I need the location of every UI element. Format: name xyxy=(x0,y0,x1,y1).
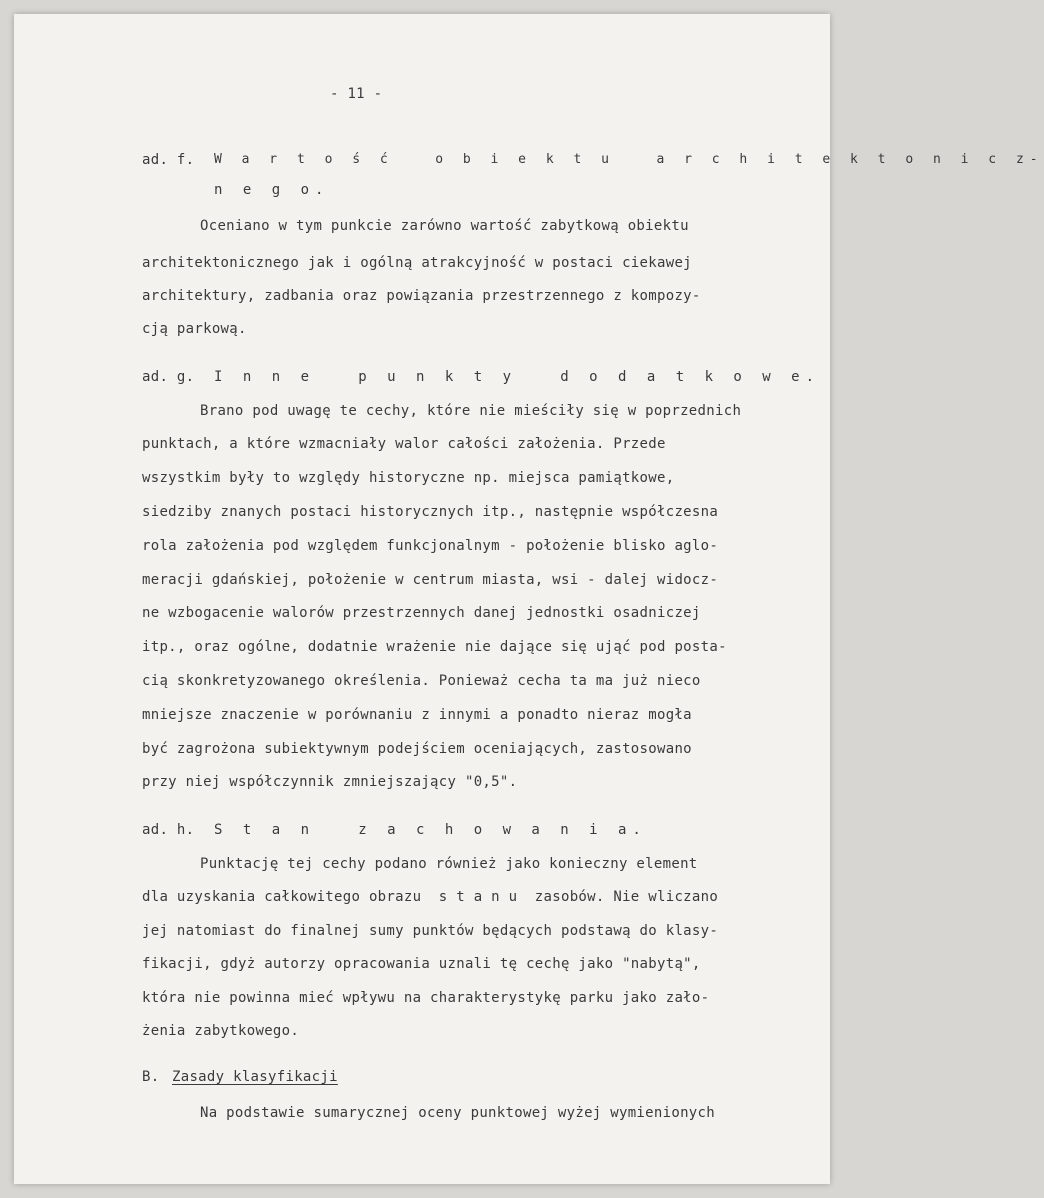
section-b-title: Zasady klasyfikacji xyxy=(172,1069,338,1085)
section-g-title: I n n e p u n k t y d o d a t k o w e. xyxy=(214,369,821,385)
paragraph-line: wszystkim były to względy historyczne np. miejsca pamiątkowe, xyxy=(142,470,675,486)
paragraph-line: żenia zabytkowego. xyxy=(142,1023,300,1039)
paragraph-line: Brano pod uwagę te cechy, które nie mieściły się w poprzednich xyxy=(200,403,742,419)
paragraph-line: dla uzyskania całkowitego obrazu s t a n u zasobów. Nie wliczano xyxy=(142,889,719,905)
paragraph-line: jej natomiast do finalnej sumy punktów będących podstawą do klasy- xyxy=(142,923,719,939)
section-h-title: S t a n z a c h o w a n i a. xyxy=(214,822,647,838)
section-h-prefix: ad. h. xyxy=(142,822,195,838)
section-f-prefix: ad. f. xyxy=(142,152,195,168)
paragraph-line: Na podstawie sumarycznej oceny punktowej wyżej wymienionych xyxy=(200,1105,715,1121)
paragraph-line: cią skonkretyzowanego określenia. Ponieważ cecha ta ma już nieco xyxy=(142,673,701,689)
paragraph-line: która nie powinna mieć wpływu na charakterystykę parku jako zało- xyxy=(142,990,710,1006)
paragraph-line: ne wzbogacenie walorów przestrzennych danej jednostki osadniczej xyxy=(142,605,701,621)
section-b-prefix: B. xyxy=(142,1069,160,1085)
section-f-title-cont: n e g o. xyxy=(214,182,330,198)
section-f-title: W a r t o ś ć o b i e k t u a r c h i t e k t o n i c z- xyxy=(214,152,1044,167)
paragraph-line: meracji gdańskiej, położenie w centrum miasta, wsi - dalej widocz- xyxy=(142,572,719,588)
paragraph-line: itp., oraz ogólne, dodatnie wrażenie nie dające się ująć pod posta- xyxy=(142,639,727,655)
paragraph-line: rola założenia pod względem funkcjonalnym - położenie blisko aglo- xyxy=(142,538,719,554)
paragraph-line: Oceniano w tym punkcie zarówno wartość zabytkową obiektu xyxy=(200,218,689,234)
paragraph-line: architektonicznego jak i ogólną atrakcyjność w postaci ciekawej xyxy=(142,255,692,271)
document-page xyxy=(14,14,1044,1184)
section-g-prefix: ad. g. xyxy=(142,369,195,385)
paragraph-line: fikacji, gdyż autorzy opracowania uznali tę cechę jako "nabytą", xyxy=(142,956,701,972)
paragraph-line: architektury, zadbania oraz powiązania przestrzennego z kompozy- xyxy=(142,288,701,304)
paragraph-line: przy niej współczynnik zmniejszający "0,5". xyxy=(142,774,518,790)
paragraph-line: mniejsze znaczenie w porównaniu z innymi a ponadto nieraz mogła xyxy=(142,707,692,723)
page-number: - 11 - xyxy=(330,86,383,102)
paragraph-line: Punktację tej cechy podano również jako konieczny element xyxy=(200,856,698,872)
paragraph-line: punktach, a które wzmacniały walor całości założenia. Przede xyxy=(142,436,666,452)
paragraph-line: siedziby znanych postaci historycznych itp., następnie współczesna xyxy=(142,504,719,520)
paragraph-line: być zagrożona subiektywnym podejściem oceniających, zastosowano xyxy=(142,741,692,757)
paragraph-line: cją parkową. xyxy=(142,321,247,337)
